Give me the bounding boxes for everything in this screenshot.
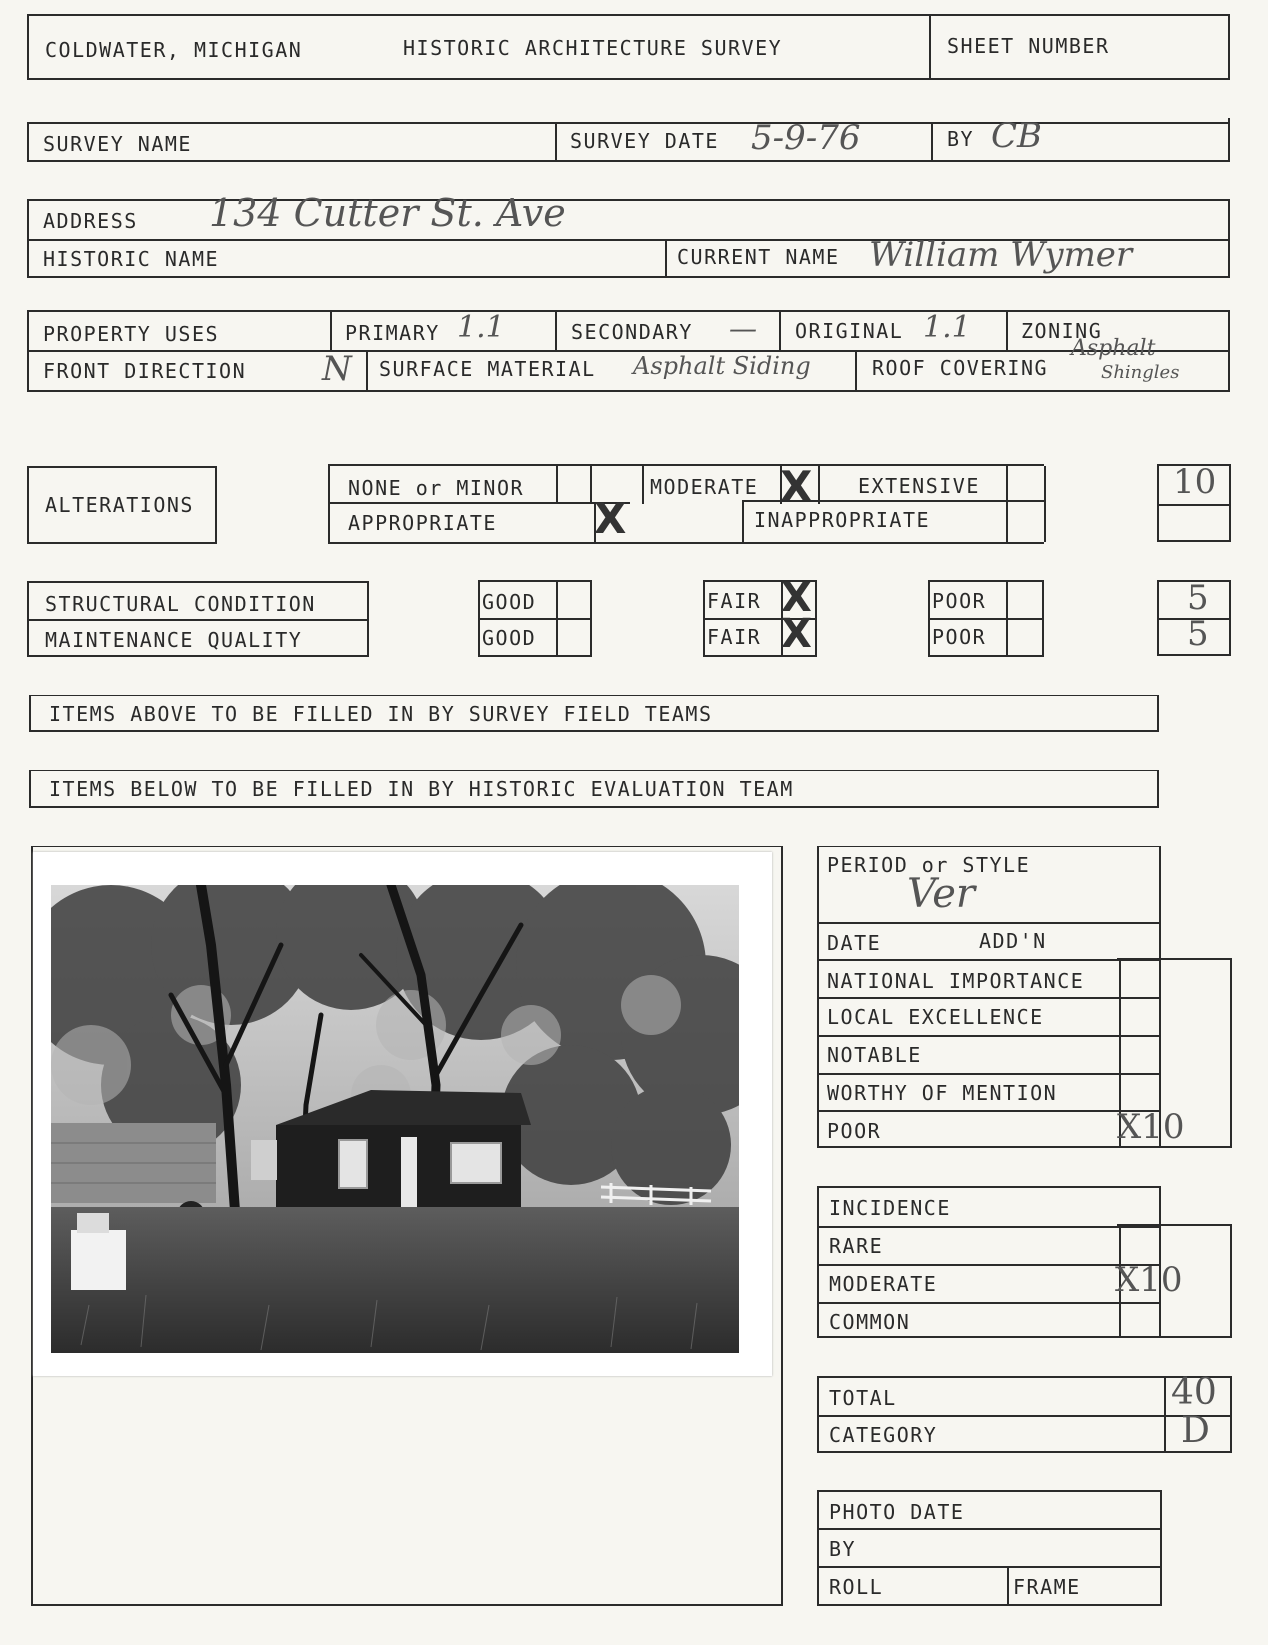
address-box bbox=[27, 191, 1230, 278]
alt-appropriate-check: X bbox=[594, 494, 627, 543]
historic-name-label: HISTORIC NAME bbox=[43, 247, 220, 271]
photo-roll-div bbox=[1007, 1566, 1009, 1604]
period-value: Ver bbox=[907, 871, 976, 917]
eval-date-value: ADD'N bbox=[979, 929, 1047, 953]
inc-hline-1 bbox=[819, 1226, 1159, 1228]
surface-material-label: SURFACE MATERIAL bbox=[379, 357, 596, 381]
house-photo bbox=[51, 885, 739, 1353]
category-label: CATEGORY bbox=[829, 1423, 938, 1447]
survey-divider-2 bbox=[931, 124, 933, 160]
photo-info-box bbox=[817, 1490, 1162, 1606]
maintenance-poor: POOR bbox=[932, 625, 987, 649]
incidence-moderate-mark: X10 bbox=[1115, 1260, 1183, 1300]
maintenance-score: 5 bbox=[1187, 614, 1209, 654]
totals-div bbox=[1164, 1378, 1166, 1451]
items-below-box bbox=[29, 770, 1159, 808]
alterations-score-box bbox=[1157, 464, 1231, 542]
alterations-top-row bbox=[328, 462, 1044, 511]
zoning-label: ZONING bbox=[1021, 319, 1103, 343]
survey-right-edge bbox=[1228, 118, 1230, 160]
good-div bbox=[556, 582, 558, 655]
secondary-label: SECONDARY bbox=[571, 320, 693, 344]
incidence-moderate: MODERATE bbox=[829, 1272, 938, 1296]
eval-hline-1 bbox=[819, 922, 1159, 924]
survey-date-label: SURVEY DATE bbox=[570, 129, 719, 153]
roof-covering-value-1: Asphalt bbox=[1071, 336, 1156, 361]
cond-label-hline bbox=[29, 619, 367, 621]
eval-hline-6 bbox=[819, 1110, 1159, 1112]
secondary-value: — bbox=[729, 312, 757, 345]
fd-div-1 bbox=[366, 350, 368, 390]
alt-div-6 bbox=[1006, 466, 1008, 504]
eval-hline-3 bbox=[819, 997, 1159, 999]
alterations-score: 10 bbox=[1173, 462, 1217, 502]
survey-date-value: 5-9-76 bbox=[751, 118, 861, 158]
primary-label: PRIMARY bbox=[345, 321, 440, 345]
alt-bottom-hline-2 bbox=[742, 500, 1044, 502]
photo-mount bbox=[33, 852, 772, 1376]
poor-hline bbox=[930, 618, 1042, 620]
pu-div-4 bbox=[1006, 312, 1008, 350]
front-direction-label: FRONT DIRECTION bbox=[43, 359, 247, 383]
items-below-note: ITEMS BELOW TO BE FILLED IN BY HISTORIC EVALUATION TEAM bbox=[49, 777, 794, 801]
original-value: 1.1 bbox=[923, 310, 971, 345]
photo-frame-label: FRAME bbox=[1013, 1575, 1081, 1599]
alterations-label-box bbox=[27, 466, 217, 544]
worthy-of-mention: WORTHY OF MENTION bbox=[827, 1081, 1058, 1105]
current-name-value: William Wymer bbox=[869, 235, 1133, 275]
incidence-box bbox=[817, 1186, 1183, 1338]
maintenance-label: MAINTENANCE QUALITY bbox=[45, 628, 303, 652]
good-hline bbox=[480, 618, 590, 620]
photo-by-label: BY bbox=[829, 1537, 857, 1561]
eval-hline-2 bbox=[819, 959, 1159, 961]
alt-div-7 bbox=[1044, 466, 1046, 504]
surface-material-value: Asphalt Siding bbox=[633, 352, 811, 380]
survey-by-value: CB bbox=[991, 116, 1042, 156]
names-divider bbox=[665, 239, 667, 276]
header-location: COLDWATER, MICHIGAN bbox=[45, 38, 303, 62]
incidence-rare: RARE bbox=[829, 1234, 884, 1258]
eval-poor: POOR bbox=[827, 1119, 882, 1143]
poor-box bbox=[928, 580, 1044, 657]
alt-moderate: MODERATE bbox=[650, 475, 759, 499]
address-label: ADDRESS bbox=[43, 209, 138, 233]
survey-row bbox=[27, 116, 1230, 162]
local-excellence: LOCAL EXCELLENCE bbox=[827, 1005, 1044, 1029]
alt-div-2 bbox=[590, 466, 592, 504]
maintenance-good: GOOD bbox=[482, 626, 537, 650]
alt-div-5 bbox=[818, 466, 820, 504]
structural-fair: FAIR bbox=[707, 589, 762, 613]
pu-div-2 bbox=[555, 312, 557, 350]
national-importance: NATIONAL IMPORTANCE bbox=[827, 969, 1085, 993]
good-box bbox=[478, 580, 592, 657]
maintenance-fair: FAIR bbox=[707, 625, 762, 649]
totals-hline bbox=[819, 1415, 1230, 1417]
alterations-label: ALTERATIONS bbox=[45, 493, 194, 517]
condition-score-box bbox=[1157, 580, 1231, 656]
alt-none-minor: NONE or MINOR bbox=[348, 476, 525, 500]
pu-div-1 bbox=[330, 312, 332, 350]
eval-score-column-top bbox=[1117, 958, 1232, 1148]
alt-appropriate: APPROPRIATE bbox=[348, 511, 497, 535]
total-label: TOTAL bbox=[829, 1386, 897, 1410]
items-above-note: ITEMS ABOVE TO BE FILLED IN BY SURVEY FIELD TEAMS bbox=[49, 702, 713, 726]
survey-by-label: BY bbox=[947, 127, 975, 151]
structural-label: STRUCTURAL CONDITION bbox=[45, 592, 316, 616]
pu-div-3 bbox=[779, 312, 781, 350]
header-title: HISTORIC ARCHITECTURE SURVEY bbox=[403, 36, 783, 60]
alt-score-hline bbox=[1159, 504, 1229, 506]
total-value: 40 bbox=[1171, 1372, 1217, 1413]
photo-date-label: PHOTO DATE bbox=[829, 1500, 965, 1524]
totals-box bbox=[817, 1372, 1232, 1453]
alt-div-1 bbox=[556, 466, 558, 504]
front-direction-value: N bbox=[322, 349, 352, 389]
primary-value: 1.1 bbox=[457, 310, 505, 345]
eval-hline-4 bbox=[819, 1035, 1159, 1037]
header-box bbox=[27, 14, 1230, 80]
alt-moderate-check: X bbox=[780, 462, 813, 511]
alt-b-div-2 bbox=[742, 502, 744, 542]
inc-hline-2 bbox=[819, 1264, 1159, 1266]
photo-hline-2 bbox=[819, 1566, 1160, 1568]
alt-extensive: EXTENSIVE bbox=[858, 474, 980, 498]
address-value: 134 Cutter St. Ave bbox=[209, 191, 566, 235]
condition-label-box bbox=[27, 581, 369, 657]
property-box bbox=[27, 310, 1230, 392]
alt-b-div-4 bbox=[1044, 502, 1046, 542]
alt-div-3 bbox=[642, 466, 644, 504]
poor-div bbox=[1006, 582, 1008, 655]
structural-good: GOOD bbox=[482, 590, 537, 614]
fd-div-2 bbox=[855, 350, 857, 390]
roof-covering-label: ROOF COVERING bbox=[872, 356, 1049, 380]
property-uses-label: PROPERTY USES bbox=[43, 322, 220, 346]
survey-name-label: SURVEY NAME bbox=[43, 132, 192, 156]
fair-box bbox=[703, 575, 817, 657]
structural-poor: POOR bbox=[932, 589, 987, 613]
category-value: D bbox=[1181, 1410, 1210, 1451]
photo-roll-label: ROLL bbox=[829, 1575, 884, 1599]
inc-hline-3 bbox=[819, 1302, 1159, 1304]
maintenance-fair-check: X bbox=[781, 611, 812, 657]
evaluation-box bbox=[817, 846, 1185, 1148]
notable: NOTABLE bbox=[827, 1043, 922, 1067]
period-label: PERIOD or STYLE bbox=[827, 853, 1031, 877]
survey-divider-1 bbox=[555, 124, 557, 160]
original-label: ORIGINAL bbox=[795, 319, 904, 343]
alt-inappropriate: INAPPROPRIATE bbox=[754, 508, 931, 532]
header-divider bbox=[929, 16, 931, 78]
items-above-box bbox=[29, 695, 1159, 732]
roof-covering-value-2: Shingles bbox=[1101, 362, 1180, 383]
structural-fair-check: X bbox=[781, 575, 812, 621]
incidence-label: INCIDENCE bbox=[829, 1196, 951, 1220]
current-name-label: CURRENT NAME bbox=[677, 245, 840, 269]
eval-poor-mark: X10 bbox=[1117, 1107, 1185, 1147]
alterations-bottom-row bbox=[328, 494, 1044, 544]
eval-hline-5 bbox=[819, 1073, 1159, 1075]
incidence-common: COMMON bbox=[829, 1310, 911, 1334]
incidence-score-column bbox=[1117, 1224, 1232, 1338]
alt-bottom-hline-1 bbox=[330, 502, 630, 504]
structural-score: 5 bbox=[1187, 578, 1209, 618]
sheet-number-label: SHEET NUMBER bbox=[947, 34, 1110, 58]
eval-date-label: DATE bbox=[827, 931, 882, 955]
photo-hline-1 bbox=[819, 1528, 1160, 1530]
alt-b-div-3 bbox=[1006, 502, 1008, 542]
